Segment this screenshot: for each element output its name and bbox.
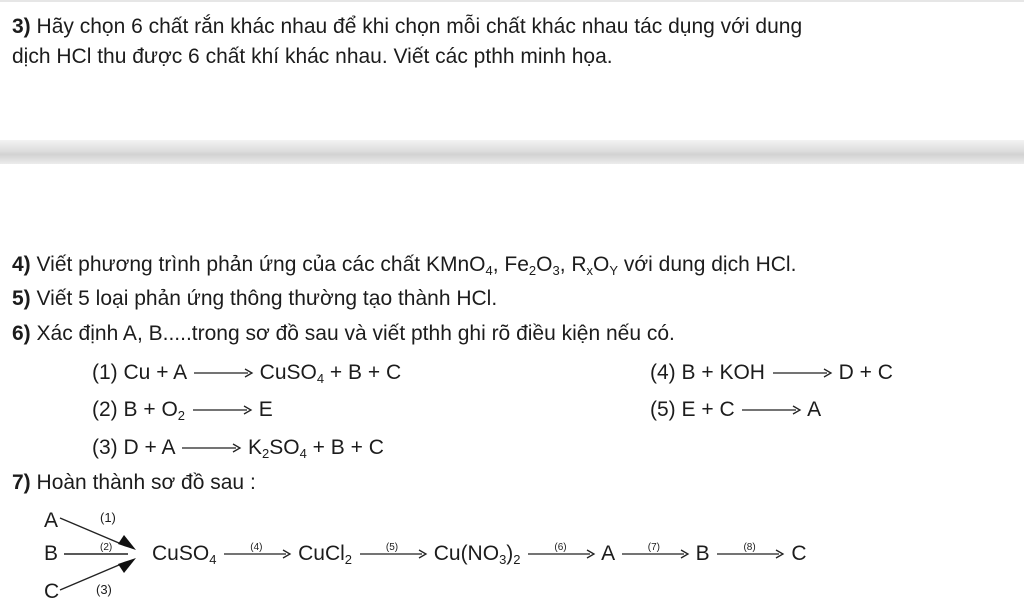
question-3-line1 <box>12 14 802 40</box>
scheme-chain <box>152 541 806 573</box>
scheme-a: A <box>601 542 614 565</box>
reaction-arrow-icon <box>771 366 833 380</box>
equation-4-reactants: B + KOH <box>681 361 765 384</box>
question-4-text-b: , Fe <box>492 253 529 276</box>
equation-5-reactants: E + C <box>681 398 735 421</box>
question-7-number: 7) <box>12 471 31 494</box>
question-4-number: 4) <box>12 253 31 276</box>
arrow-label-4: (4) <box>250 542 263 554</box>
equation-3-product-a: K <box>248 436 263 459</box>
scheme-cucl2-sub: 2 <box>344 552 353 567</box>
question-3-line2: dịch HCl thu được 6 chất khí khác nhau. Viết các pthh minh họa. <box>12 45 613 68</box>
question-7-text: Hoàn thành sơ đồ sau : <box>36 471 256 494</box>
equation-3-reactants: D + A <box>123 436 175 459</box>
reaction-arrow-icon <box>740 403 802 417</box>
equation-2-product: E <box>258 398 273 421</box>
equation-3-product-sub-2: 4 <box>299 446 307 461</box>
question-6-text: Xác định A, B.....trong sơ đồ sau và viết pthh ghi rõ điều kiện nếu có. <box>36 322 675 345</box>
equation-2-number: (2) <box>92 398 118 421</box>
question-4 <box>12 252 796 284</box>
arrow-label-2: (2) <box>100 542 113 553</box>
equation-3-product-b: SO <box>269 436 300 459</box>
question-4-text-a: Viết phương trình phản ứng của các chất KMnO <box>36 253 486 276</box>
question-5-text: Viết 5 loại phản ứng thông thường tạo thành HCl. <box>36 287 498 310</box>
arrow-label-6: (6) <box>554 542 567 554</box>
reaction-arrow-icon <box>191 403 253 417</box>
question-4-sub-4: x <box>586 263 594 278</box>
scheme-b: B <box>695 542 710 565</box>
question-4-sub-5: Y <box>609 263 619 278</box>
scheme-start-c: C <box>44 580 60 603</box>
question-3-number: 3) <box>12 15 31 38</box>
equation-1-product-sub: 4 <box>316 371 325 386</box>
scheme-cucl2: CuCl <box>298 542 345 565</box>
equation-5-number: (5) <box>650 398 676 421</box>
scheme-c: C <box>791 542 807 565</box>
separator-band <box>0 140 1024 164</box>
chain-arrow-6 <box>526 542 596 561</box>
equation-1-product-b: + B + C <box>324 361 402 384</box>
equation-4-products: D + C <box>838 361 893 384</box>
question-4-text-d: , R <box>559 253 587 276</box>
scheme-cuno3-sub-2: 2 <box>513 552 521 567</box>
question-4-text-e: O <box>593 253 610 276</box>
equation-3-product-c: + B + C <box>306 436 384 459</box>
equation-1-product-a: CuSO <box>259 361 317 384</box>
scheme-start-b: B <box>44 542 59 565</box>
scheme-start-a: A <box>44 509 59 532</box>
arrow-label-3: (3) <box>96 582 112 597</box>
scheme-cuno3-sub-1: 3 <box>499 552 507 567</box>
equation-2-reactant-sub: 2 <box>177 408 186 423</box>
converging-arrows-icon <box>56 510 146 600</box>
question-4-sub-3: 3 <box>552 263 560 278</box>
question-4-text-c: O <box>536 253 553 276</box>
equation-3 <box>92 435 384 467</box>
top-border <box>0 0 1024 2</box>
arrow-label-1: (1) <box>100 510 116 525</box>
equation-4 <box>650 360 893 386</box>
scheme-cuno3-a: Cu(NO <box>433 542 500 565</box>
question-4-text-f: với dung dịch HCl. <box>618 253 797 276</box>
arrow-label-5: (5) <box>385 542 399 554</box>
chain-arrow-5 <box>358 542 428 561</box>
arrow-label-7: (7) <box>647 542 660 554</box>
equation-2-reactants: B + O <box>123 398 178 421</box>
question-5 <box>12 286 497 312</box>
question-7 <box>12 470 256 496</box>
chain-arrow-4 <box>222 542 292 561</box>
reaction-arrow-icon <box>180 441 242 455</box>
arrow-label-8: (8) <box>743 542 756 554</box>
equation-3-number: (3) <box>92 436 118 459</box>
equation-5-product: A <box>807 398 822 421</box>
equation-1-reactants: Cu + A <box>123 361 186 384</box>
question-6 <box>12 321 675 347</box>
question-6-number: 6) <box>12 322 31 345</box>
chain-arrow-8 <box>715 542 785 561</box>
scheme-cuso4-sub: 4 <box>209 552 217 567</box>
equation-1 <box>92 360 401 392</box>
question-5-number: 5) <box>12 287 31 310</box>
chain-arrow-7 <box>620 542 690 561</box>
equation-3-product-sub: 2 <box>262 446 270 461</box>
equation-4-number: (4) <box>650 361 676 384</box>
reaction-arrow-icon <box>192 366 254 380</box>
equation-5 <box>650 397 821 423</box>
question-4-sub-1: 4 <box>485 263 493 278</box>
scheme-cuso4: CuSO <box>152 542 210 565</box>
equation-2 <box>92 397 273 429</box>
question-3-text: Hãy chọn 6 chất rắn khác nhau để khi chọn mỗi chất khác nhau tác dụng với dung <box>36 15 803 38</box>
question-4-sub-2: 2 <box>528 263 537 278</box>
equation-1-number: (1) <box>92 361 118 384</box>
scheme-cuno3-b: ) <box>506 542 514 565</box>
